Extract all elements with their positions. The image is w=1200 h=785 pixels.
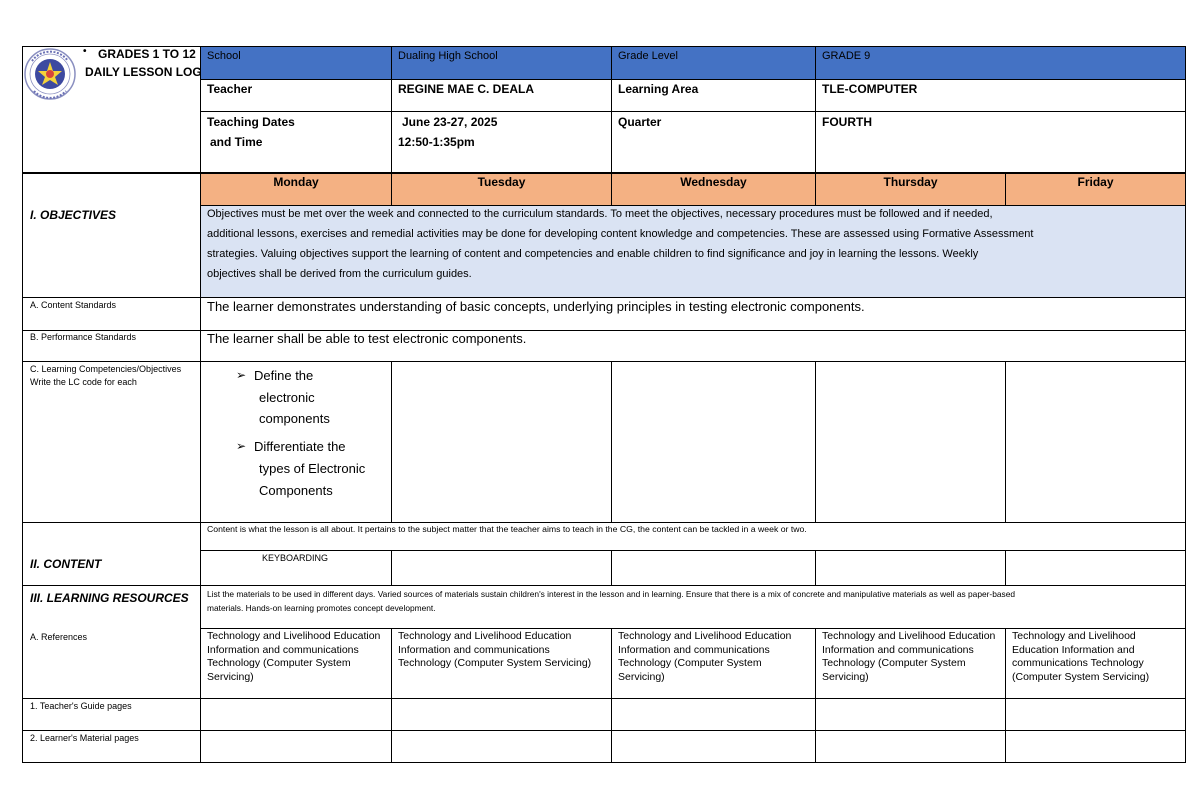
school-value: Dualing High School	[398, 50, 498, 62]
bullet-mark: •	[83, 46, 87, 57]
content-description: Content is what the lesson is all about. It pertains to the subject matter that the teacher aims to teach in the CG, the content can be tackled in a week or two.	[207, 524, 807, 534]
learning-resources-heading: III. LEARNING RESOURCES	[30, 591, 189, 605]
quarter-value: FOURTH	[822, 115, 872, 129]
competencies-label-2: Write the LC code for each	[30, 377, 137, 387]
day-wednesday: Wednesday	[680, 175, 747, 189]
teaching-dates-label-2: and Time	[210, 135, 263, 149]
learning-area-label: Learning Area	[618, 82, 699, 96]
learning-area-value: TLE-COMPUTER	[822, 82, 918, 96]
learning-resources-line-2: materials. Hands-on learning promotes concept development.	[207, 603, 436, 613]
competency-1-line-2: electronic	[259, 390, 315, 405]
objectives-heading: I. OBJECTIVES	[30, 208, 117, 222]
day-friday: Friday	[1077, 175, 1114, 189]
references-label: A. References	[30, 632, 88, 642]
references-wednesday: Technology and Livelihood Education Information and communications Technology (Computer System Servicing)	[618, 630, 792, 683]
day-tuesday: Tuesday	[477, 175, 526, 189]
learners-material-label: 2. Learner's Material pages	[30, 733, 139, 743]
grade-level-label: Grade Level	[618, 50, 678, 62]
teaching-dates-value: June 23-27, 2025	[402, 115, 498, 129]
school-label: School	[207, 50, 241, 62]
references-thursday: Technology and Livelihood Education Information and communications Technology (Computer System Servicing)	[822, 630, 996, 683]
teaching-dates-label-1: Teaching Dates	[207, 115, 295, 129]
teacher-label: Teacher	[207, 82, 253, 96]
title-line-1: GRADES 1 TO 12	[98, 47, 196, 61]
performance-standards-label: B. Performance Standards	[30, 332, 137, 342]
competency-2-line-1: Differentiate the	[254, 439, 346, 454]
teaching-time-value: 12:50-1:35pm	[398, 135, 475, 149]
competency-1-line-1: Define the	[254, 368, 314, 383]
competency-2-line-2: types of Electronic	[259, 461, 366, 476]
competency-1-line-3: components	[259, 411, 330, 426]
content-monday-value: KEYBOARDING	[262, 553, 329, 563]
header-blue-band	[201, 46, 1185, 79]
quarter-label: Quarter	[618, 115, 662, 129]
grade-level-value: GRADE 9	[822, 50, 871, 62]
references-friday: Technology and Livelihood Education Information and communications Technology (Computer System Servicing)	[1012, 630, 1150, 683]
teachers-guide-label: 1. Teacher's Guide pages	[30, 701, 132, 711]
objectives-line-2: additional lessons, exercises and remedial activities may be done for developing content knowledge and competencies. These are assessed using Formative Assessment	[207, 228, 1034, 240]
objectives-line-3: strategies. Valuing objectives support the learning of content and competencies and enable children to find significance and joy in learning the lessons. Weekly	[207, 248, 979, 260]
content-standards-label: A. Content Standards	[30, 300, 117, 310]
competency-2-line-3: Components	[259, 483, 333, 498]
references-tuesday: Technology and Livelihood Education Information and communications Technology (Computer System Servicing)	[398, 630, 592, 669]
day-thursday: Thursday	[883, 175, 938, 189]
day-monday: Monday	[273, 175, 319, 189]
teacher-value: REGINE MAE C. DEALA	[398, 82, 535, 96]
competencies-label-1: C. Learning Competencies/Objectives	[30, 364, 182, 374]
content-heading: II. CONTENT	[30, 557, 102, 571]
performance-standards-text: The learner shall be able to test electronic components.	[207, 331, 527, 346]
content-standards-text: The learner demonstrates understanding of basic concepts, underlying principles in testing electronic components.	[207, 299, 865, 314]
title-line-2: DAILY LESSON LOG	[85, 65, 202, 79]
objectives-line-1: Objectives must be met over the week and connected to the curriculum standards. To meet the objectives, necessary procedures must be followed and if needed,	[207, 208, 993, 220]
competency-1-marker: ➢	[236, 368, 247, 382]
competency-2-marker: ➢	[236, 439, 247, 453]
learning-resources-line-1: List the materials to be used in different days. Varied sources of materials sustain children's interest in the lesson and in learning. Ensure that there is a mix of concrete and manipulative materials as well as paper-based	[207, 589, 1016, 599]
objectives-line-4: objectives shall be derived from the curriculum guides.	[207, 268, 472, 280]
deped-seal-logo	[24, 47, 78, 103]
references-monday: Technology and Livelihood Education Information and communications Technology (Computer System Servicing)	[207, 630, 381, 683]
